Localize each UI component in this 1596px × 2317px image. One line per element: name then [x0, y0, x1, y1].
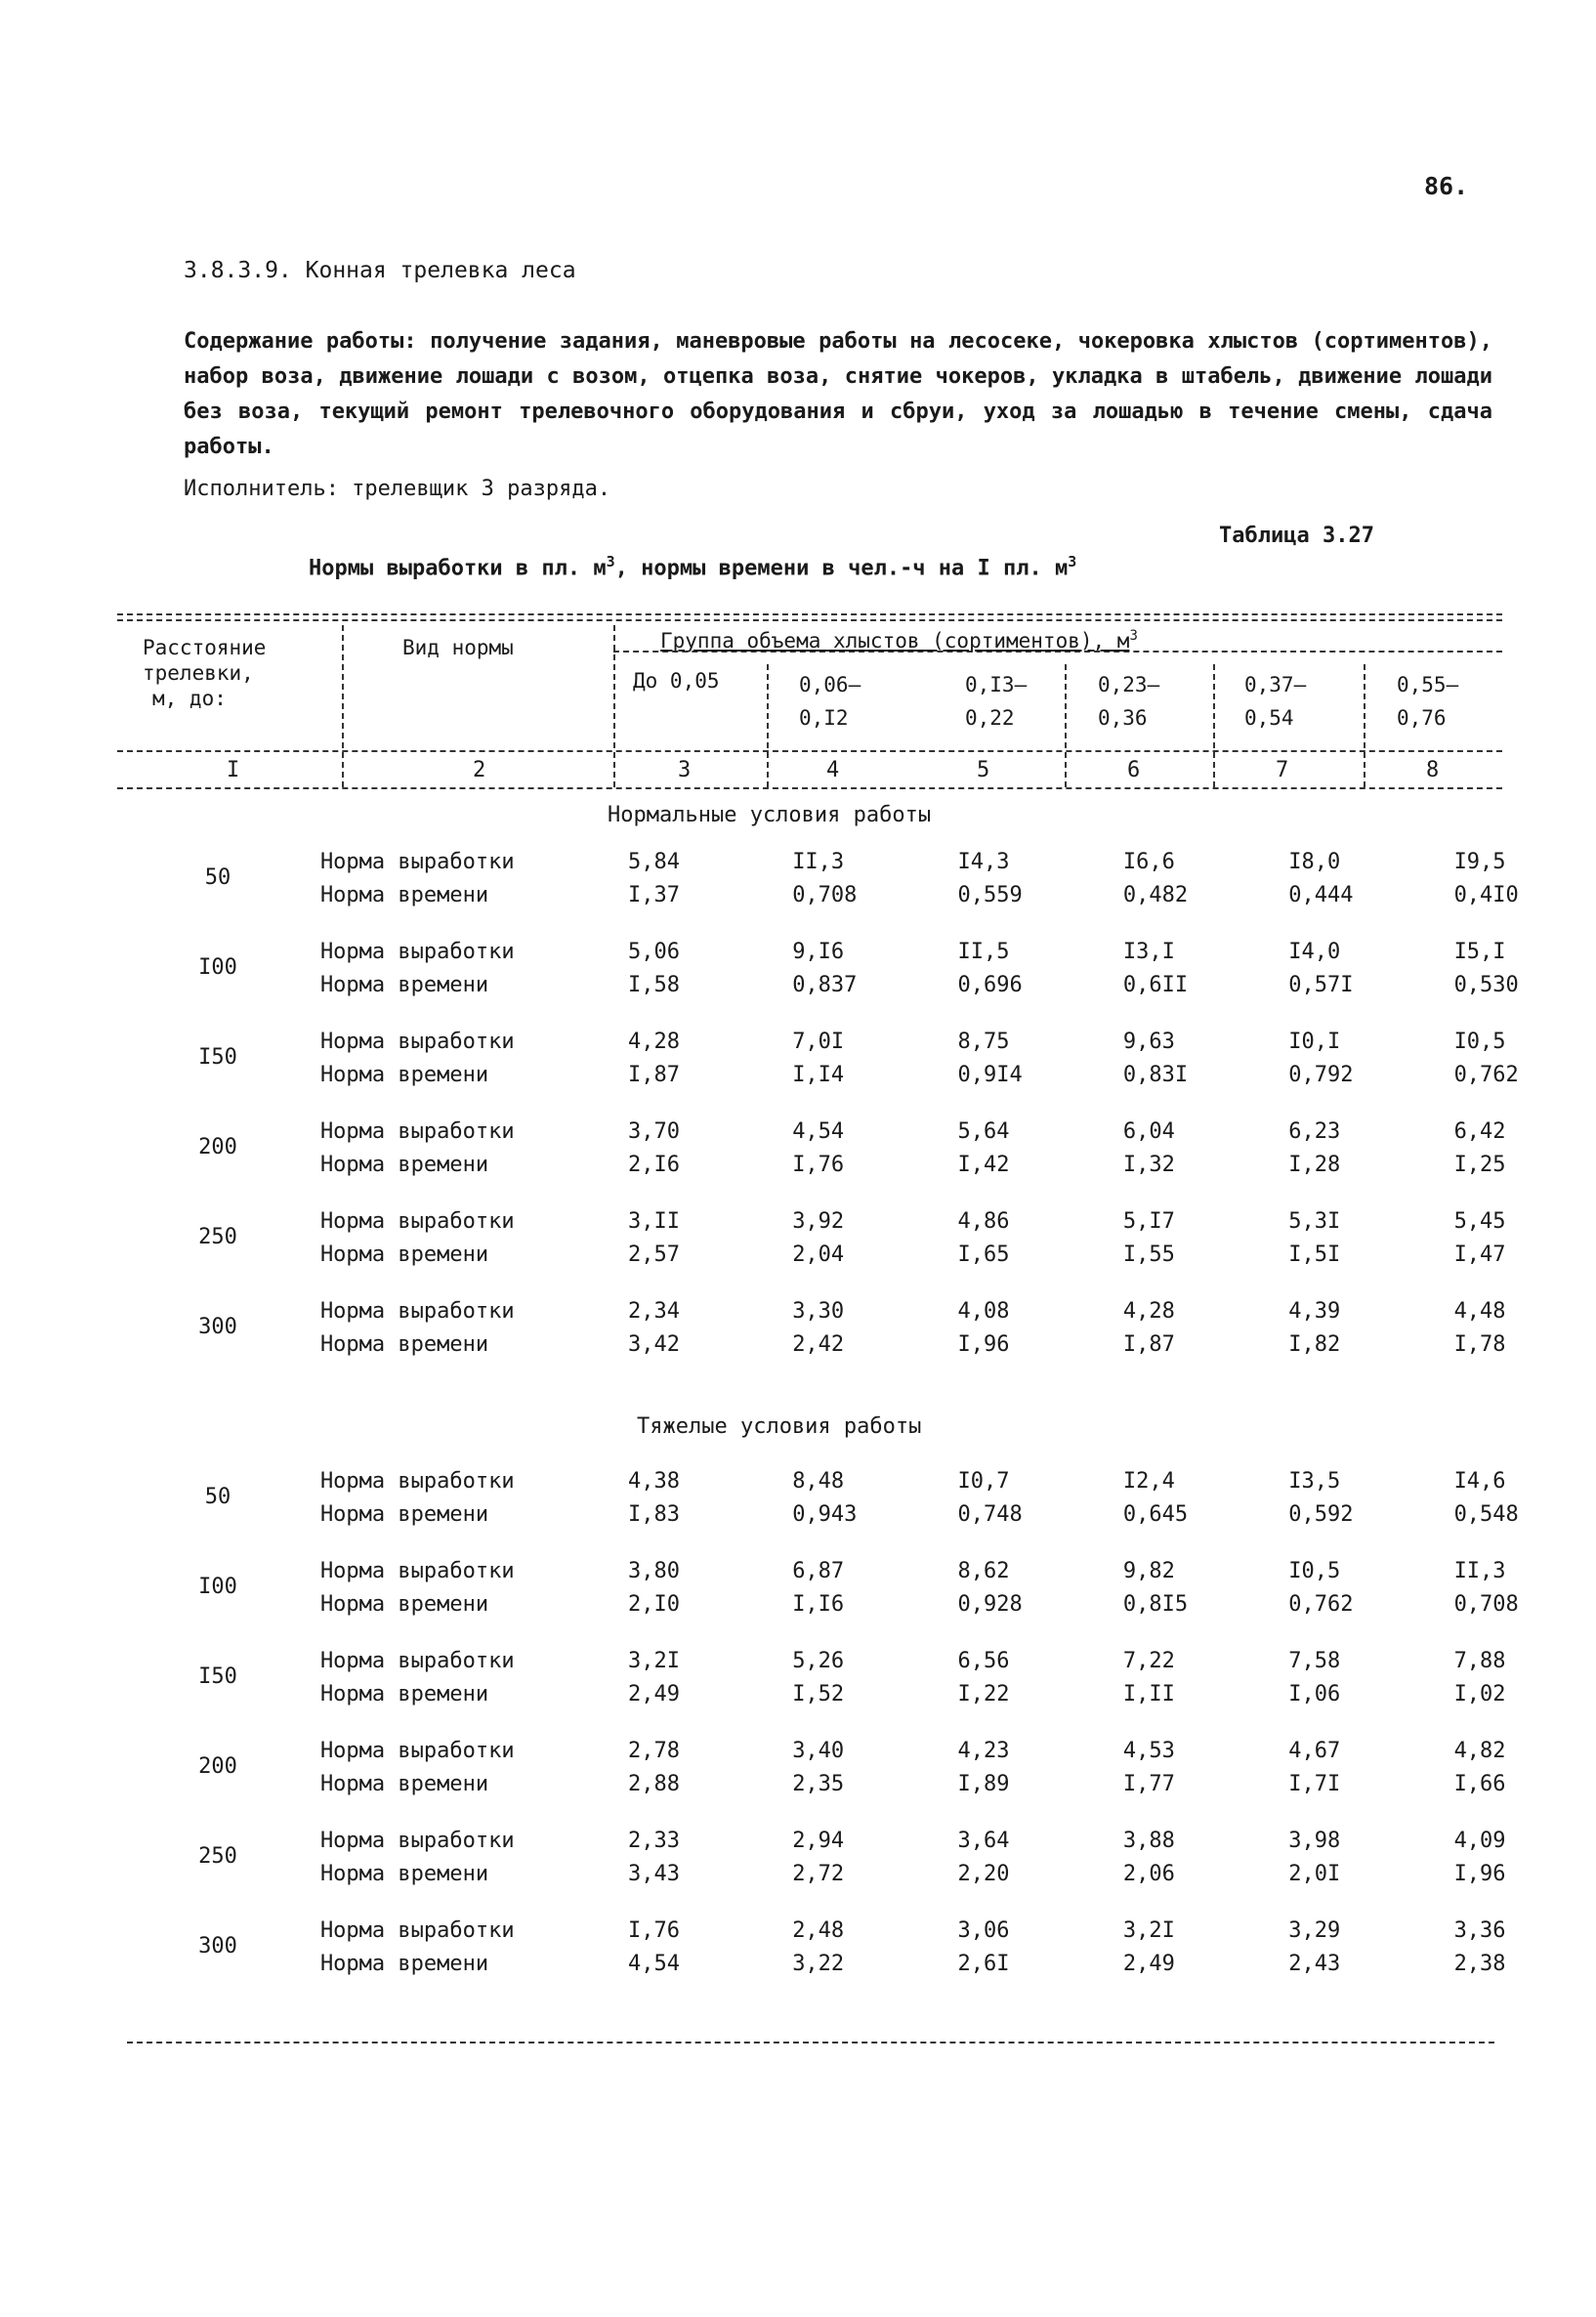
output-value-cell: 3,92	[792, 1209, 845, 1234]
time-value-cell: 4,54	[628, 1952, 680, 1976]
time-value-cell: I,32	[1122, 1153, 1175, 1177]
column-number-1: I	[227, 758, 240, 782]
range-header-6-line-1: 0,55–	[1397, 673, 1459, 696]
time-value-cell: 0,57I	[1288, 973, 1354, 997]
caption-superscript-1: 3	[606, 553, 615, 570]
norm-kind-cell: Норма выработки	[319, 1829, 515, 1853]
time-norm-row	[117, 1239, 1596, 1272]
time-value-cell: 0,592	[1288, 1502, 1354, 1527]
distance-cell: 50	[204, 865, 231, 890]
time-value-cell: 2,06	[1122, 1862, 1175, 1886]
section-title: 3.8.3.9. Конная трелевка леса	[184, 258, 576, 283]
output-norm-row	[117, 1645, 1596, 1678]
output-norm-row	[117, 1026, 1596, 1059]
time-value-cell: I,65	[957, 1243, 1010, 1267]
norm-kind-cell: Норма времени	[319, 1332, 489, 1357]
time-value-cell: 0,8I5	[1122, 1592, 1189, 1617]
time-value-cell: 0,4I0	[1453, 883, 1519, 907]
norm-kind-cell: Норма выработки	[319, 1469, 515, 1494]
output-value-cell: 2,34	[628, 1299, 680, 1324]
column-number-6: 6	[1127, 758, 1141, 782]
time-value-cell: I,76	[792, 1153, 845, 1177]
column-number-3: 3	[678, 758, 692, 782]
output-norm-row	[117, 1465, 1596, 1498]
output-value-cell: 3,2I	[628, 1649, 680, 1673]
output-value-cell: 7,22	[1122, 1649, 1175, 1673]
time-value-cell: I,02	[1453, 1682, 1506, 1706]
output-value-cell: I6,6	[1122, 850, 1175, 874]
row-spacer-cell	[117, 1622, 1596, 1645]
caption-superscript-2: 3	[1068, 553, 1077, 570]
output-norm-row	[117, 1825, 1596, 1858]
norm-kind-cell: Норма времени	[319, 1772, 489, 1796]
output-value-cell: 5,84	[628, 850, 680, 874]
time-value-cell: 0,837	[792, 973, 858, 997]
table-bottom-rule	[127, 2042, 1494, 2043]
time-value-cell: 2,57	[628, 1243, 680, 1267]
row-spacer	[117, 1622, 1596, 1645]
time-value-cell: I,89	[957, 1772, 1010, 1796]
distance-cell: 200	[198, 1135, 237, 1159]
output-norm-row	[117, 1116, 1596, 1149]
table-top-rule-2	[117, 619, 1502, 621]
time-value-cell: I,37	[628, 883, 680, 907]
time-value-cell: 0,444	[1288, 883, 1354, 907]
row-spacer-cell	[117, 1092, 1596, 1116]
distance-cell: 50	[204, 1485, 231, 1509]
time-value-cell: I,58	[628, 973, 680, 997]
row-spacer	[117, 1002, 1596, 1026]
range-header-3-line-2: 0,22	[965, 706, 1015, 730]
row-spacer-cell	[117, 1532, 1596, 1555]
header-divider-5	[1213, 664, 1215, 787]
row-spacer	[117, 1891, 1596, 1915]
time-value-cell: 3,42	[628, 1332, 680, 1357]
output-value-cell: 6,87	[792, 1559, 845, 1583]
time-value-cell: I,28	[1288, 1153, 1341, 1177]
distance-cell: 250	[198, 1225, 237, 1249]
norm-kind-cell: Норма времени	[319, 1952, 489, 1976]
heavy-conditions-title: Тяжелые условия работы	[637, 1414, 922, 1439]
distance-cell: 250	[198, 1844, 237, 1869]
table-label: Таблица 3.27	[1219, 524, 1374, 548]
caption-part-1: Нормы выработки в пл. м	[309, 556, 607, 581]
output-value-cell: 4,09	[1453, 1829, 1506, 1853]
output-value-cell: 4,28	[628, 1030, 680, 1054]
output-value-cell: 7,58	[1288, 1649, 1341, 1673]
column-number-8: 8	[1426, 758, 1440, 782]
time-norm-row	[117, 1588, 1596, 1622]
distance-header	[143, 635, 266, 711]
range-header-1-line-1: До 0,05	[633, 669, 720, 693]
norm-kind-cell: Норма времени	[319, 1502, 489, 1527]
output-value-cell: 8,75	[957, 1030, 1010, 1054]
output-value-cell: I,76	[628, 1918, 680, 1943]
output-value-cell: 2,33	[628, 1829, 680, 1853]
time-norm-row	[117, 1678, 1596, 1711]
header-divider-6	[1364, 664, 1365, 787]
output-norm-row	[117, 936, 1596, 969]
normal-conditions-title: Нормальные условия работы	[608, 803, 932, 827]
distance-cell: 300	[198, 1934, 237, 1959]
time-value-cell: 0,6II	[1122, 973, 1189, 997]
time-value-cell: I,7I	[1288, 1772, 1341, 1796]
norm-kind-cell: Норма выработки	[319, 1918, 515, 1943]
output-value-cell: I2,4	[1122, 1469, 1175, 1494]
normal-conditions-table	[117, 846, 1596, 1362]
range-header-5-line-1: 0,37–	[1244, 673, 1307, 696]
output-value-cell: 6,04	[1122, 1119, 1175, 1144]
distance-cell: I50	[198, 1664, 237, 1689]
output-value-cell: 5,26	[792, 1649, 845, 1673]
norm-kind-cell: Норма выработки	[319, 1030, 515, 1054]
output-value-cell: 3,30	[792, 1299, 845, 1324]
output-value-cell: 5,45	[1453, 1209, 1506, 1234]
output-norm-row	[117, 1915, 1596, 1948]
time-value-cell: I,II	[1122, 1682, 1175, 1706]
distance-cell: I00	[198, 1575, 237, 1599]
range-header-5-line-2: 0,54	[1244, 706, 1294, 730]
output-value-cell: II,5	[957, 940, 1010, 964]
range-header-4-line-1: 0,23–	[1098, 673, 1160, 696]
time-value-cell: I,I6	[792, 1592, 845, 1617]
output-value-cell: 4,67	[1288, 1739, 1341, 1763]
norm-kind-cell: Норма времени	[319, 1153, 489, 1177]
time-value-cell: 0,708	[1453, 1592, 1519, 1617]
time-value-cell: 0,83I	[1122, 1063, 1189, 1087]
output-value-cell: 5,64	[957, 1119, 1010, 1144]
output-value-cell: I9,5	[1453, 850, 1506, 874]
output-value-cell: 3,98	[1288, 1829, 1341, 1853]
column-number-5: 5	[977, 758, 990, 782]
time-norm-row	[117, 1498, 1596, 1532]
output-norm-row	[117, 1295, 1596, 1328]
time-value-cell: I,I4	[792, 1063, 845, 1087]
output-value-cell: I3,I	[1122, 940, 1175, 964]
time-value-cell: 0,559	[957, 883, 1023, 907]
time-value-cell: 0,645	[1122, 1502, 1189, 1527]
output-value-cell: 3,70	[628, 1119, 680, 1144]
row-spacer-cell	[117, 1891, 1596, 1915]
time-value-cell: I,55	[1122, 1243, 1175, 1267]
output-value-cell: 4,39	[1288, 1299, 1341, 1324]
row-spacer	[117, 1092, 1596, 1116]
header-divider-1	[342, 625, 344, 787]
time-norm-row	[117, 1948, 1596, 1981]
time-norm-row	[117, 1328, 1596, 1362]
time-value-cell: I,5I	[1288, 1243, 1341, 1267]
range-header-1	[633, 668, 720, 694]
range-header-5	[1244, 668, 1306, 735]
output-value-cell: 2,94	[792, 1829, 845, 1853]
row-spacer-cell	[117, 912, 1596, 936]
output-value-cell: 2,48	[792, 1918, 845, 1943]
norm-kind-cell: Норма времени	[319, 883, 489, 907]
output-value-cell: 4,48	[1453, 1299, 1506, 1324]
time-value-cell: 0,708	[792, 883, 858, 907]
time-value-cell: I,42	[957, 1153, 1010, 1177]
group-header-superscript: 3	[1129, 628, 1138, 644]
page-number: 86.	[1424, 172, 1469, 200]
norm-kind-cell: Норма времени	[319, 1592, 489, 1617]
distance-header-line-3: м, до:	[152, 687, 227, 710]
header-divider-4	[1065, 664, 1067, 787]
range-header-2-line-2: 0,I2	[799, 706, 849, 730]
range-header-6-line-2: 0,76	[1397, 706, 1447, 730]
output-value-cell: I0,7	[957, 1469, 1010, 1494]
time-value-cell: 0,748	[957, 1502, 1023, 1527]
output-norm-row	[117, 1735, 1596, 1768]
row-spacer-cell	[117, 1272, 1596, 1295]
output-value-cell: I4,0	[1288, 940, 1341, 964]
range-header-4-line-2: 0,36	[1098, 706, 1148, 730]
time-value-cell: I,25	[1453, 1153, 1506, 1177]
time-value-cell: I,22	[957, 1682, 1010, 1706]
work-content-paragraph: Содержание работы: получение задания, маневровые работы на лесосеке, чокеровка хлыстов (сортиментов), набор воза, движение лошади с возом, отцепка воза, снятие чокеров, укладка в штабель, движение лошади без воза, текущий ремонт трелевочного оборудования и сбруи, уход за лошадью в течение смены, сдача работы.	[184, 329, 1492, 459]
time-value-cell: 3,22	[792, 1952, 845, 1976]
output-value-cell: I5,I	[1453, 940, 1506, 964]
time-norm-row	[117, 1858, 1596, 1891]
distance-header-line-2: трелевки,	[143, 661, 254, 685]
output-value-cell: I4,6	[1453, 1469, 1506, 1494]
time-value-cell: I,96	[957, 1332, 1010, 1357]
output-value-cell: I3,5	[1288, 1469, 1341, 1494]
group-header-text: Группа объема хлыстов (сортиментов), м	[660, 629, 1130, 653]
norm-kind-cell: Норма времени	[319, 1682, 489, 1706]
time-value-cell: I,52	[792, 1682, 845, 1706]
row-spacer-cell	[117, 1002, 1596, 1026]
header-divider-3	[767, 664, 769, 787]
time-norm-row	[117, 1768, 1596, 1801]
output-value-cell: 4,54	[792, 1119, 845, 1144]
caption-part-2: , нормы времени в чел.-ч на I пл. м	[614, 556, 1069, 581]
column-number-7: 7	[1276, 758, 1289, 782]
output-value-cell: 6,23	[1288, 1119, 1341, 1144]
output-value-cell: 4,08	[957, 1299, 1010, 1324]
row-spacer	[117, 1801, 1596, 1825]
time-value-cell: I,06	[1288, 1682, 1341, 1706]
norm-kind-cell: Норма выработки	[319, 1739, 515, 1763]
norm-kind-cell: Норма выработки	[319, 940, 515, 964]
row-spacer	[117, 1182, 1596, 1205]
row-spacer	[117, 1711, 1596, 1735]
time-value-cell: 0,548	[1453, 1502, 1519, 1527]
range-header-6	[1397, 668, 1458, 735]
time-value-cell: 2,6I	[957, 1952, 1010, 1976]
column-number-rule-bottom	[117, 787, 1502, 789]
time-value-cell: 0,928	[957, 1592, 1023, 1617]
distance-cell: 200	[198, 1754, 237, 1779]
output-norm-row	[117, 1205, 1596, 1239]
column-number-2: 2	[473, 758, 486, 782]
distance-header-line-1: Расстояние	[143, 636, 267, 659]
time-norm-row	[117, 879, 1596, 912]
output-value-cell: 3,64	[957, 1829, 1010, 1853]
distance-cell: 300	[198, 1315, 237, 1339]
output-value-cell: 3,II	[628, 1209, 680, 1234]
time-value-cell: 2,49	[1122, 1952, 1175, 1976]
time-value-cell: 0,762	[1453, 1063, 1519, 1087]
performer-line: Исполнитель: трелевщик 3 разряда.	[184, 477, 611, 501]
time-value-cell: 2,88	[628, 1772, 680, 1796]
time-value-cell: I,96	[1453, 1862, 1506, 1886]
time-norm-row	[117, 1059, 1596, 1092]
output-value-cell: 4,23	[957, 1739, 1010, 1763]
time-value-cell: 2,I0	[628, 1592, 680, 1617]
output-value-cell: 9,82	[1122, 1559, 1175, 1583]
range-header-3-line-1: 0,I3–	[965, 673, 1028, 696]
row-spacer	[117, 1272, 1596, 1295]
kind-header: Вид нормы	[402, 636, 514, 659]
output-value-cell: II,3	[1453, 1559, 1506, 1583]
norm-kind-cell: Норма времени	[319, 1063, 489, 1087]
time-value-cell: 2,0I	[1288, 1862, 1341, 1886]
output-value-cell: 3,88	[1122, 1829, 1175, 1853]
time-value-cell: I,82	[1288, 1332, 1341, 1357]
output-norm-row	[117, 846, 1596, 879]
output-value-cell: I0,5	[1288, 1559, 1341, 1583]
range-header-4	[1098, 668, 1159, 735]
row-spacer-cell	[117, 1801, 1596, 1825]
time-value-cell: 2,72	[792, 1862, 845, 1886]
time-value-cell: 0,530	[1453, 973, 1519, 997]
table-caption	[309, 553, 1076, 580]
row-spacer-cell	[117, 1182, 1596, 1205]
output-value-cell: 4,38	[628, 1469, 680, 1494]
output-value-cell: 3,80	[628, 1559, 680, 1583]
time-value-cell: I,83	[628, 1502, 680, 1527]
output-value-cell: 7,0I	[792, 1030, 845, 1054]
group-header	[660, 623, 1138, 653]
output-value-cell: 7,88	[1453, 1649, 1506, 1673]
column-number-rule-top	[117, 750, 1502, 752]
output-value-cell: I0,5	[1453, 1030, 1506, 1054]
norm-kind-cell: Норма времени	[319, 973, 489, 997]
time-value-cell: I,66	[1453, 1772, 1506, 1796]
norm-kind-cell: Норма выработки	[319, 850, 515, 874]
output-value-cell: 8,62	[957, 1559, 1010, 1583]
norm-kind-cell: Норма выработки	[319, 1559, 515, 1583]
time-value-cell: I,87	[1122, 1332, 1175, 1357]
time-value-cell: 0,762	[1288, 1592, 1354, 1617]
time-value-cell: 2,I6	[628, 1153, 680, 1177]
heavy-conditions-table	[117, 1465, 1596, 1981]
time-value-cell: 2,04	[792, 1243, 845, 1267]
output-value-cell: 4,86	[957, 1209, 1010, 1234]
output-value-cell: 4,28	[1122, 1299, 1175, 1324]
output-value-cell: 8,48	[792, 1469, 845, 1494]
norm-kind-cell: Норма времени	[319, 1243, 489, 1267]
output-value-cell: 2,78	[628, 1739, 680, 1763]
norm-kind-cell: Норма выработки	[319, 1119, 515, 1144]
output-value-cell: 5,I7	[1122, 1209, 1175, 1234]
range-header-2	[799, 668, 861, 735]
time-value-cell: 3,43	[628, 1862, 680, 1886]
row-spacer	[117, 1532, 1596, 1555]
time-value-cell: 0,696	[957, 973, 1023, 997]
time-norm-row	[117, 969, 1596, 1002]
time-value-cell: 0,792	[1288, 1063, 1354, 1087]
norm-kind-cell: Норма выработки	[319, 1649, 515, 1673]
distance-cell: I00	[198, 955, 237, 980]
time-value-cell: 2,20	[957, 1862, 1010, 1886]
output-value-cell: I0,I	[1288, 1030, 1341, 1054]
output-value-cell: 3,36	[1453, 1918, 1506, 1943]
time-value-cell: 2,35	[792, 1772, 845, 1796]
time-value-cell: 2,49	[628, 1682, 680, 1706]
time-value-cell: I,47	[1453, 1243, 1506, 1267]
time-value-cell: 2,38	[1453, 1952, 1506, 1976]
time-norm-row	[117, 1149, 1596, 1182]
time-value-cell: 0,9I4	[957, 1063, 1023, 1087]
output-value-cell: I4,3	[957, 850, 1010, 874]
output-value-cell: 5,3I	[1288, 1209, 1341, 1234]
time-value-cell: I,78	[1453, 1332, 1506, 1357]
table-top-rule	[117, 613, 1502, 615]
norm-kind-cell: Норма выработки	[319, 1299, 515, 1324]
output-value-cell: I8,0	[1288, 850, 1341, 874]
header-divider-2	[613, 625, 615, 787]
time-value-cell: 0,943	[792, 1502, 858, 1527]
output-value-cell: 3,06	[957, 1918, 1010, 1943]
output-value-cell: 4,53	[1122, 1739, 1175, 1763]
row-spacer-cell	[117, 1711, 1596, 1735]
range-header-2-line-1: 0,06–	[799, 673, 861, 696]
output-value-cell: 9,63	[1122, 1030, 1175, 1054]
output-value-cell: 4,82	[1453, 1739, 1506, 1763]
time-value-cell: 0,482	[1122, 883, 1189, 907]
output-value-cell: 9,I6	[792, 940, 845, 964]
time-value-cell: 2,42	[792, 1332, 845, 1357]
output-value-cell: 3,2I	[1122, 1918, 1175, 1943]
norm-kind-cell: Норма времени	[319, 1862, 489, 1886]
row-spacer	[117, 912, 1596, 936]
range-header-3	[965, 668, 1027, 735]
norm-kind-cell: Норма выработки	[319, 1209, 515, 1234]
output-value-cell: 3,29	[1288, 1918, 1341, 1943]
output-value-cell: 5,06	[628, 940, 680, 964]
output-value-cell: 6,42	[1453, 1119, 1506, 1144]
output-value-cell: 6,56	[957, 1649, 1010, 1673]
column-number-4: 4	[826, 758, 840, 782]
time-value-cell: 2,43	[1288, 1952, 1341, 1976]
output-value-cell: 3,40	[792, 1739, 845, 1763]
time-value-cell: I,87	[628, 1063, 680, 1087]
time-value-cell: I,77	[1122, 1772, 1175, 1796]
output-value-cell: II,3	[792, 850, 845, 874]
output-norm-row	[117, 1555, 1596, 1588]
distance-cell: I50	[198, 1045, 237, 1070]
